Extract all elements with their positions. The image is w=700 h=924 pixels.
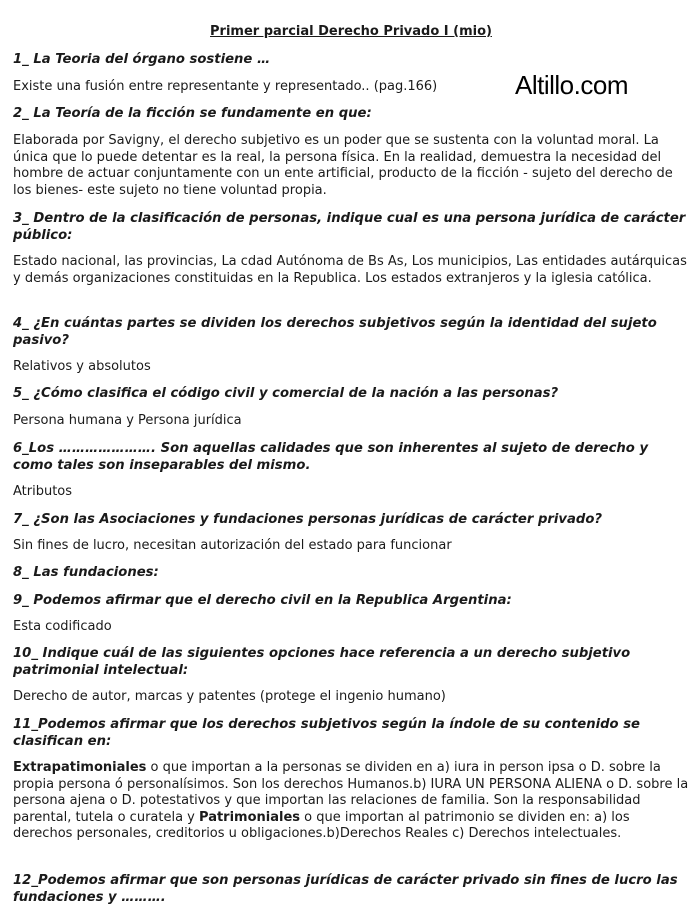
answer-11-text-2: o que importan al patrimonio se dividen en: a) los derechos personales, creditorios u obligaciones.b)Derechos Reales c) Derechos intelectuales. [13, 809, 630, 841]
question-1: 1_ La Teoria del órgano sostiene … [13, 52, 271, 67]
answer-3: Estado nacional, las provincias, La cdad Autónoma de Bs As, Los municipios, Las entidades autárquicas y demás organizaciones constituidas en la Republica. Los estados extranjeros y la iglesia católica. [13, 254, 687, 286]
answer-11-text-1: o que importan a la personas se dividen en a) iura in person ipsa o D. sobre la propia persona ó personalísimos. Son los derechos Humanos.b) IURA UN PERSONA ALIENA o D. sobre la persona ajena o D. potestativos y que importan las relaciones de familia. Son la responsabilidad parental, tutela o curatela y [13, 760, 689, 825]
question-12: 12_Podemos afirmar que son personas jurídicas de carácter privado sin fines de lucro las fundaciones y ………. [13, 873, 678, 905]
question-10: 10_ Indique cuál de las siguientes opciones hace referencia a un derecho subjetivo patrimonial intelectual: [13, 646, 631, 678]
question-11: 11_Podemos afirmar que los derechos subjetivos según la índole de su contenido se clasifican en: [13, 717, 640, 749]
answer-5: Persona humana y Persona jurídica [13, 413, 242, 428]
answer-6: Atributos [13, 484, 73, 499]
answer-7: Sin fines de lucro, necesitan autorización del estado para funcionar [13, 538, 452, 553]
answer-9: Esta codificado [13, 619, 112, 634]
question-4: 4_ ¿En cuántas partes se dividen los derechos subjetivos según la identidad del sujeto pasivo? [13, 316, 657, 348]
watermark-logo: Altillo.com [515, 70, 628, 100]
question-8: 8_ Las fundaciones: [13, 565, 159, 580]
document-title: Primer parcial Derecho Privado I (mio) [210, 24, 492, 39]
answer-11 [13, 760, 689, 843]
question-5: 5_ ¿Cómo clasifica el código civil y comercial de la nación a las personas? [13, 386, 559, 401]
answer-11-bold-patrimoniales: Patrimoniales [199, 809, 301, 825]
answer-10: Derecho de autor, marcas y patentes (protege el ingenio humano) [13, 689, 446, 704]
answer-1: Existe una fusión entre representante y representado.. (pag.166) [13, 79, 438, 94]
question-9: 9_ Podemos afirmar que el derecho civil en la Republica Argentina: [13, 593, 512, 608]
answer-11-bold-extrapatrimoniales: Extrapatimoniales [13, 760, 147, 775]
question-2: 2_ La Teoría de la ficción se fundamente en que: [13, 106, 372, 121]
question-3: 3_ Dentro de la clasificación de personas, indique cual es una persona jurídica de carácter público: [13, 211, 686, 243]
answer-4: Relativos y absolutos [13, 359, 151, 374]
answer-2: Elaborada por Savigny, el derecho subjetivo es un poder que se sustenta con la voluntad moral. La única que lo puede detentar es la real, la persona física. En la realidad, demuestra la necesidad del hombre de actuar conjuntamente con un ente artificial, producto de la ficción - sujeto del derecho de los bienes- este sujeto no tiene voluntad propia. [13, 133, 673, 198]
question-6: 6_Los …………………. Son aquellas calidades que son inherentes al sujeto de derecho y como tales son inseparables del mismo. [13, 441, 649, 473]
question-7: 7_ ¿Son las Asociaciones y fundaciones personas jurídicas de carácter privado? [13, 512, 603, 527]
